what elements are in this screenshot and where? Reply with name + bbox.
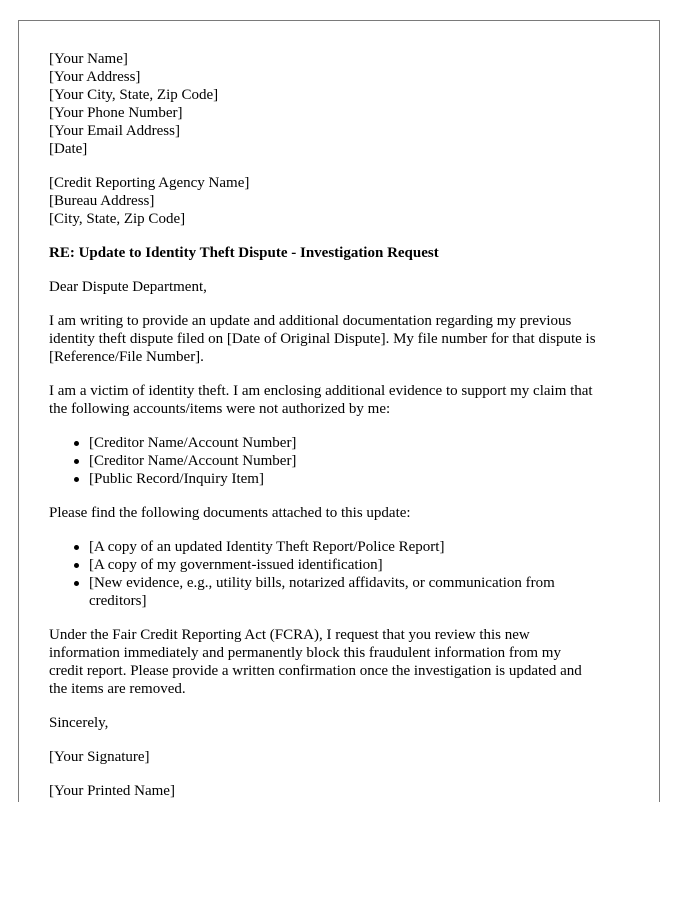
paragraph-line: identity theft dispute filed on [Date of Original Dispute]. My file number for that dispute is: [49, 331, 596, 347]
paragraph-fcra-request: [49, 626, 630, 698]
paragraph-line: information immediately and permanently block this fraudulent information from my: [49, 645, 561, 661]
list-item-line: creditors]: [89, 593, 147, 609]
paragraph-line: the items are removed.: [49, 681, 186, 697]
sender-name: [Your Name]: [49, 51, 128, 67]
disputed-items-list: [49, 434, 630, 488]
recipient-city-state-zip: [City, State, Zip Code]: [49, 211, 186, 227]
recipient-agency: [Credit Reporting Agency Name]: [49, 175, 250, 191]
subject-line: RE: Update to Identity Theft Dispute - Investigation Request: [49, 245, 439, 261]
list-item: [89, 574, 630, 610]
letter-page: [18, 20, 660, 802]
list-item-line: [A copy of an updated Identity Theft Report/Police Report]: [89, 539, 445, 555]
recipient-address: [Bureau Address]: [49, 193, 155, 209]
list-item: [89, 538, 630, 556]
sender-city-state-zip: [Your City, State, Zip Code]: [49, 87, 219, 103]
sender-address: [Your Address]: [49, 69, 141, 85]
list-item: [Creditor Name/Account Number]: [89, 434, 630, 452]
paragraph-attachments-intro: Please find the following documents attached to this update:: [49, 505, 411, 521]
recipient-block: [49, 174, 630, 228]
list-item-line: [New evidence, e.g., utility bills, notarized affidavits, or communication from: [89, 575, 555, 591]
signature-placeholder: [Your Signature]: [49, 749, 150, 765]
paragraph-intro: [49, 312, 630, 366]
letter-date: [Date]: [49, 141, 88, 157]
paragraph-line: credit report. Please provide a written confirmation once the investigation is updated and: [49, 663, 582, 679]
paragraph-line: [Reference/File Number].: [49, 349, 204, 365]
list-item-line: [A copy of my government-issued identification]: [89, 557, 383, 573]
paragraph-line: I am writing to provide an update and additional documentation regarding my previous: [49, 313, 572, 329]
sender-phone: [Your Phone Number]: [49, 105, 183, 121]
sender-email: [Your Email Address]: [49, 123, 180, 139]
paragraph-line: the following accounts/items were not authorized by me:: [49, 401, 391, 417]
printed-name: [Your Printed Name]: [49, 783, 175, 799]
attachments-list: [49, 538, 630, 610]
sender-block: [49, 50, 630, 158]
list-item: [Creditor Name/Account Number]: [89, 452, 630, 470]
list-item: [Public Record/Inquiry Item]: [89, 470, 630, 488]
salutation: Dear Dispute Department,: [49, 279, 207, 295]
paragraph-victim-statement: [49, 382, 630, 418]
paragraph-line: Under the Fair Credit Reporting Act (FCRA), I request that you review this new: [49, 627, 530, 643]
list-item: [89, 556, 630, 574]
paragraph-line: I am a victim of identity theft. I am enclosing additional evidence to support my claim that: [49, 383, 593, 399]
closing: Sincerely,: [49, 715, 109, 731]
